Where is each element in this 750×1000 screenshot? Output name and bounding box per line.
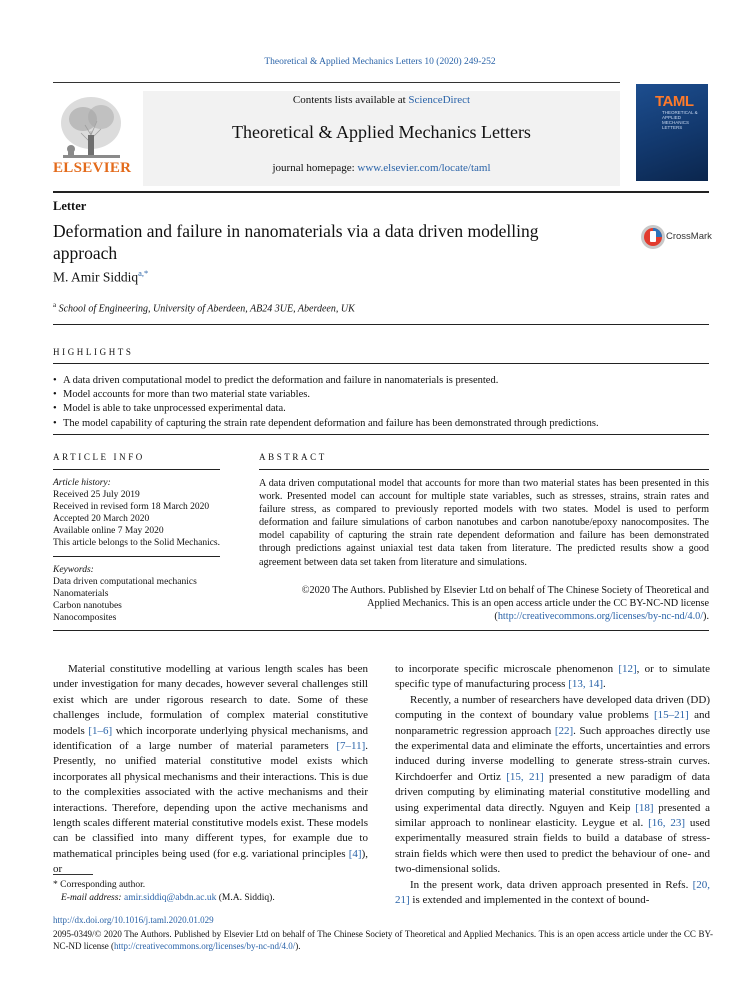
history-line: Received in revised form 18 March 2020 [53, 502, 210, 512]
corresponding-author-note [53, 879, 275, 904]
article-history [53, 477, 223, 549]
history-label: Article history: [53, 478, 111, 488]
body-text: used experimentally measured strain fields to build a database of stress-strain fields which were then used to predict the behaviour of one- and two-dimensional solids. [395, 817, 710, 876]
article-info-heading: ARTICLE INFO [53, 452, 145, 462]
cover-text: THEORETICAL & APPLIED MECHANICS LETTERS [662, 110, 698, 130]
email-link[interactable]: amir.siddiq@abdn.ac.uk [123, 892, 217, 903]
body-text: to incorporate specific microscale phenomenon [395, 663, 619, 675]
history-line: Accepted 20 March 2020 [53, 514, 150, 524]
elsevier-wordmark: ELSEVIER [53, 160, 132, 176]
contents-prefix: Contents lists available at [292, 94, 409, 106]
abstract-rule [259, 469, 709, 470]
citation-link[interactable]: [12] [618, 663, 637, 675]
affiliation-rule [53, 324, 709, 325]
journal-cover[interactable] [636, 84, 708, 181]
citation-link[interactable]: [15–21] [654, 709, 689, 722]
copyright-end: ). [295, 941, 301, 951]
author-line [53, 268, 148, 286]
citation-link[interactable]: [20, 21] [395, 878, 710, 907]
license-link[interactable]: http://creativecommons.org/licenses/by-nc-nd/4.0/ [497, 611, 704, 623]
keywords-label: Keywords: [53, 565, 94, 575]
email-suffix: (M.A. Siddiq). [216, 892, 275, 903]
highlights-rule-bottom [53, 434, 709, 435]
email-label: E-mail address: [61, 892, 124, 903]
body-text: , or to simulate specific type of manufacturing process [395, 663, 710, 691]
affiliation [53, 301, 355, 314]
abstract-copyright-line3: (http://creativecommons.org/licenses/by-nc-nd/4.0/). [494, 611, 709, 623]
highlight-item: • Model is able to take unprocessed experimental data. [53, 402, 713, 416]
body-text: presented a new paradigm of data driven computing by eliminating material constitutive modelling and using experimental data directly. Nguyen and Keip [395, 770, 710, 814]
body-column-right [395, 662, 710, 909]
body-text: is extended and implemented in the context of bound- [409, 894, 650, 907]
email-line [53, 892, 275, 905]
history-line: Available online 7 May 2020 [53, 526, 164, 536]
affiliation-text: School of Engineering, University of Aberdeen, AB24 3UE, Aberdeen, UK [58, 303, 355, 315]
highlight-item: • The model capability of capturing the strain rate dependent deformation and failure has been demonstrated through predictions. [53, 417, 713, 431]
header-bottom-rule [53, 191, 709, 193]
contents-line [143, 94, 620, 106]
body-paragraph [395, 878, 710, 909]
body-text: . [603, 678, 606, 691]
keywords-rule [53, 556, 220, 557]
author-marks[interactable]: a,* [138, 268, 149, 278]
highlight-item: • A data driven computational model to predict the deformation and failure in nanomaterials is presented. [53, 374, 713, 388]
citation-link[interactable]: [22] [554, 724, 574, 737]
keyword-item: Carbon nanotubes [53, 601, 122, 611]
homepage-line [143, 162, 620, 174]
author-name[interactable]: M. Amir Siddiq [53, 269, 139, 285]
highlight-item: • Model accounts for more than two material state variables. [53, 388, 713, 402]
citation-link[interactable]: [4] [348, 847, 362, 860]
citation-link[interactable]: [16, 23] [648, 817, 685, 830]
abstract-copyright-line1: ©2020 The Authors. Published by Elsevier Ltd on behalf of The Chinese Society of Theoretical and [301, 585, 709, 596]
body-text: ), or [53, 847, 368, 876]
header-top-rule [53, 82, 620, 83]
body-text: which incorporate underlying physical mechanisms, and identification of a large number of material parameters [53, 724, 369, 753]
doi-link[interactable]: http://dx.doi.org/10.1016/j.taml.2020.01.029 [53, 915, 214, 925]
history-line: This article belongs to the Solid Mechanics. [53, 538, 221, 548]
journal-reference[interactable]: Theoretical & Applied Mechanics Letters 10 (2020) 249-252 [264, 57, 496, 67]
body-column-left [53, 662, 368, 878]
keyword-item: Data driven computational mechanics [53, 577, 197, 587]
copyright-notice [53, 928, 713, 952]
corresponding-label: * Corresponding author. [53, 880, 146, 890]
affiliation-mark: a [53, 301, 57, 309]
footer-license-link[interactable]: http://creativecommons.org/licenses/by-nc-nd/4.0/ [113, 941, 296, 951]
body-text: presented a similar approach to nonlinear elasticity. Leygue et al. [395, 801, 710, 830]
abstract-text: A data driven computational model that accounts for more than two material states has been presented in this work. Presented model can account for multiple state variables, such as stresses, strains, strain rates and failure stress, as compared to previously reported models with two states. Model is used to perform deformation and failure simulations of carbon nanotubes and carbon nanotube/epoxy nanocomposites. The model capability of capturing the strain rate dependent deformation and failure has been demonstrated through predictions against uniaxial test data taken from literature. The predicted results show a good agreement between data set taken from literature and simulations. [259, 478, 709, 568]
crossmark-label: CrossMark [666, 231, 712, 242]
history-line: Received 25 July 2019 [53, 490, 140, 500]
highlights-list [53, 374, 713, 431]
cover-tag: TAML [655, 93, 694, 110]
body-text: . Such approaches directly use the experimental data and eliminate the efforts, uncertainties and errors induced during inverse modelling to generate stress-strain curves. Kirchdoerfer and Ortiz [395, 724, 711, 783]
citation-link[interactable]: [13, 14] [568, 678, 604, 691]
article-title: Deformation and failure in nanomaterials via a data driven modelling approach [53, 221, 539, 263]
body-text: . Presently, no unified material constitutive model exists which incorporates all physical mechanisms and their interactions. This is due to the complexities associated with the active mechanisms and their interactions. Therefore, depending upon the active mechanisms and length scales different material constitutive models exist. These models can be classified into many different types, for example due to mathematical principles being used (for e.g. variational principles [53, 740, 368, 860]
abstract-bottom-rule [53, 630, 709, 631]
footnote-rule [53, 874, 93, 875]
body-text: In the present work, data driven approach presented in Refs. [410, 878, 693, 891]
citation-link[interactable]: [1–6] [88, 724, 113, 737]
homepage-prefix: journal homepage: [272, 162, 358, 174]
article-info-rule [53, 469, 220, 470]
homepage-link[interactable]: www.elsevier.com/locate/taml [357, 162, 491, 174]
abstract-copyright [259, 584, 709, 623]
highlights-heading: HIGHLIGHTS [53, 347, 134, 357]
keyword-item: Nanomaterials [53, 589, 109, 599]
keyword-item: Nanocomposites [53, 613, 117, 623]
body-text: and nonparametric regression approach [395, 709, 710, 737]
body-paragraph [395, 693, 710, 878]
abstract-heading: ABSTRACT [259, 452, 327, 462]
body-text: Recently, a number of researchers have developed data driven (DD) computing in the context of boundary value problems [395, 693, 710, 722]
citation-link[interactable]: [18] [635, 801, 654, 814]
citation-link[interactable]: [15, 21] [506, 770, 544, 783]
article-type: Letter [53, 199, 87, 213]
body-paragraph [53, 662, 368, 878]
body-text: Material constitutive modelling at various length scales has been under investigation for many decades, however several challenges still exist which are under rigorous research to date. Some of these challenges include, formulation of complex material constitutive models [53, 663, 368, 737]
highlights-rule-top [53, 363, 709, 364]
journal-title: Theoretical & Applied Mechanics Letters [232, 122, 531, 142]
citation-link[interactable]: [7–11] [336, 740, 366, 753]
body-paragraph [395, 662, 710, 693]
sciencedirect-link[interactable]: ScienceDirect [408, 94, 471, 106]
keywords [53, 564, 223, 624]
copyright-text: 2095-0349/© 2020 The Authors. Published by Elsevier Ltd on behalf of The Chinese Society of Theoretical and Applied Mechanics. This is an open access article under the CC BY-NC-ND license ( [53, 929, 713, 951]
abstract-copyright-line2: Applied Mechanics. This is an open access article under the CC BY-NC-ND license [367, 598, 709, 610]
